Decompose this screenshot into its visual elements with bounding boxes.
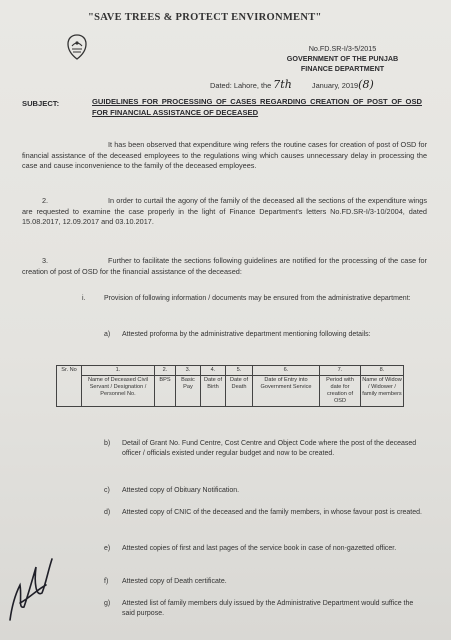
details-table (56, 365, 404, 407)
department-name: FINANCE DEPARTMENT (300, 64, 385, 73)
item-c-text: Attested copy of Obituary Notification. (122, 487, 240, 494)
item-a-text: Attested proforma by the administrative department mentioning following details: (122, 331, 371, 338)
table-sr-header: Sr. No (57, 366, 82, 407)
paragraph-3-number: 3. (42, 256, 49, 265)
table-header-cell: Date of Death (226, 376, 253, 407)
item-b-number: b) (104, 440, 111, 447)
table-col-num: 2. (155, 366, 176, 376)
item-f-text: Attested copy of Death certificate. (122, 578, 227, 585)
table-header-cell: Name of Widow / Widower / family members (361, 376, 404, 407)
item-g-number: g) (104, 600, 111, 607)
motto: "SAVE TREES & PROTECT ENVIRONMENT" (88, 12, 322, 23)
item-i-text: Provision of following information / documents may be ensured from the administrative department: (104, 295, 411, 302)
government-name: GOVERNMENT OF THE PUNJAB (286, 54, 399, 63)
table-header-cell: Name of Deceased Civil Servant / Designation / Personnel No. (82, 376, 155, 407)
table-col-num: 4. (201, 366, 226, 376)
item-i-number: i. (82, 295, 86, 302)
subject-text: GUIDELINES FOR PROCESSING OF CASES REGARDING CREATION OF POST OF OSD FOR FINANCIAL ASSISTANCE OF DECEASED (92, 97, 422, 117)
paragraph-2: In order to curtail the agony of the family of the deceased all the sections of the expenditure wings are requested to examine the case properly in the light of Finance Department's letters No.FD.SR-I/3-10/2004, dated 15.08.2017, 12.09.2017 and 03.10.2017. (22, 196, 427, 227)
item-f-number: f) (104, 578, 109, 585)
table-col-num: 7. (320, 366, 361, 376)
handwritten-signature (2, 545, 62, 625)
table-col-num: 3. (176, 366, 201, 376)
dated-year-mark: (8) (358, 78, 374, 91)
table-header-cell: Period with date for creation of OSD (320, 376, 361, 407)
item-g-text: Attested list of family members duly issued by the Administrative Department would suffice the said purpose. (122, 600, 414, 617)
table-col-num: 8. (361, 366, 404, 376)
item-e-text: Attested copies of first and last pages of the service book in case of non-gazetted officer. (122, 545, 397, 552)
date-line (210, 78, 374, 91)
item-c-number: c) (104, 487, 110, 494)
item-b-text: Detail of Grant No. Fund Centre, Cost Centre and Object Code where the post of the deceased officer / officials existed under regular budget and now to be created. (122, 440, 417, 457)
table-col-num: 1. (82, 366, 155, 376)
table-col-num: 6. (253, 366, 320, 376)
government-emblem-icon (66, 34, 88, 60)
subject-label: SUBJECT: (22, 99, 60, 108)
table-col-num: 5. (226, 366, 253, 376)
item-a-number: a) (104, 331, 111, 338)
dated-day: 7th (273, 78, 292, 91)
dated-suffix: January, 2019 (311, 81, 359, 90)
table-header-cell: BPS (155, 376, 176, 407)
paragraph-1: It has been observed that expenditure wing refers the routine cases for creation of post of OSD for financial assistance of the deceased employees to the regulations wing which causes unnecessary delay in processing the case and cause inconvenience to the family of the deceased employees. (22, 140, 427, 171)
table-header-cell: Basic Pay (176, 376, 201, 407)
table-header-row (57, 376, 404, 407)
paragraph-3: Further to facilitate the sections following guidelines are notified for the processing of the case for creation of post of OSD for the financial assistance of the deceased: (22, 256, 427, 276)
paragraph-2-number: 2. (42, 196, 49, 205)
table-header-cell: Date of Entry into Government Service (253, 376, 320, 407)
table-header-cell: Date of Birth (201, 376, 226, 407)
item-d-text: Attested copy of CNIC of the deceased and the family members, in whose favour post is created. (122, 509, 422, 516)
item-e-number: e) (104, 545, 111, 552)
letter-number: No.FD.SR-I/3-5/2015 (308, 44, 377, 53)
dated-prefix: Dated: Lahore, the (210, 81, 272, 90)
table-number-row (57, 366, 404, 376)
item-d-number: d) (104, 509, 111, 516)
